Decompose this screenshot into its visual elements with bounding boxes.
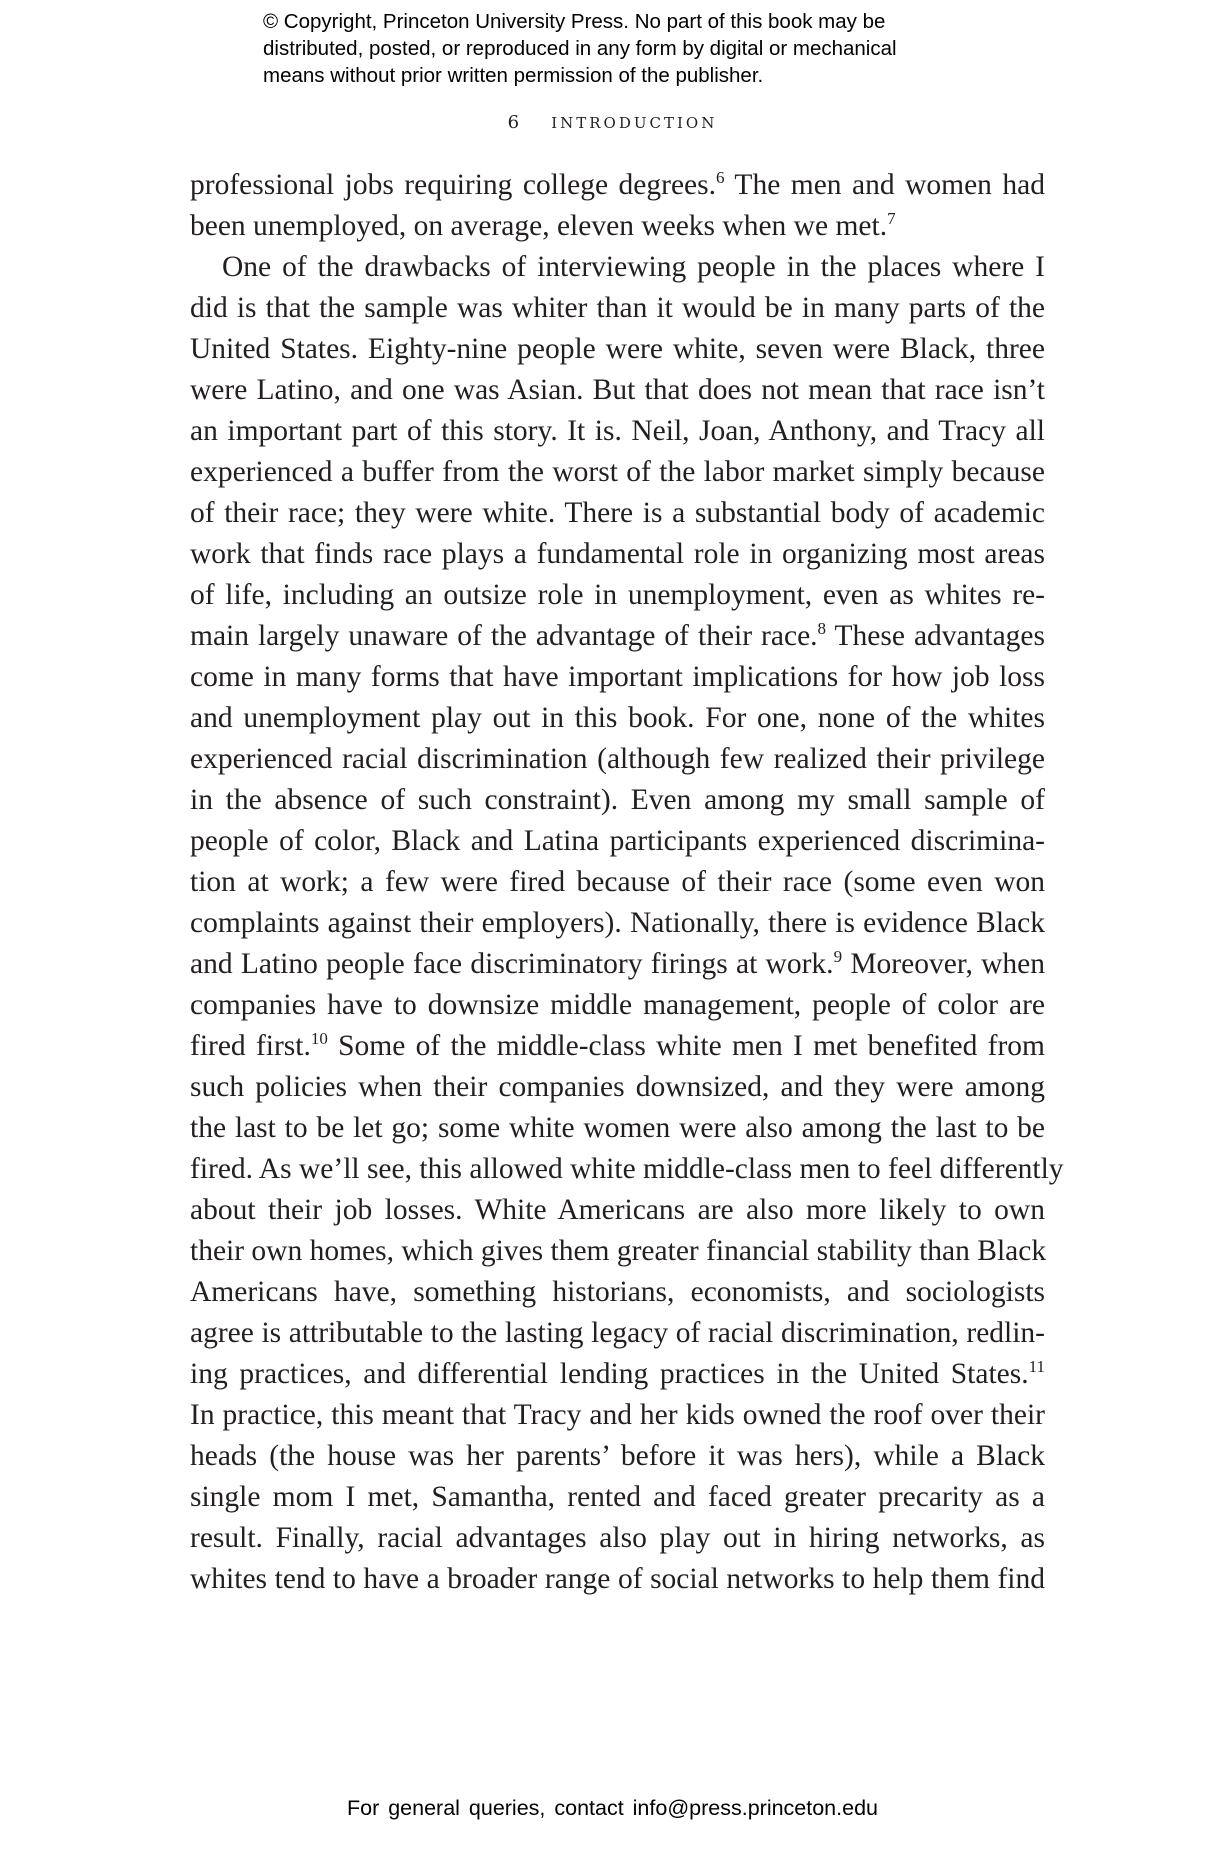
line-text-continued: Moreover, when xyxy=(842,948,1045,980)
line-text: come in many forms that have important implications for how job loss xyxy=(190,661,1045,693)
text-line xyxy=(190,493,1045,534)
text-line xyxy=(190,329,1045,370)
line-text: people of color, Black and Latina participants experienced discrimina- xyxy=(190,825,1045,857)
line-text: their own homes, which gives them greater financial stability than Black xyxy=(190,1235,1047,1267)
line-text-continued: These advantages xyxy=(826,620,1045,652)
text-line xyxy=(190,452,1045,493)
text-line xyxy=(190,698,1045,739)
text-line xyxy=(190,575,1045,616)
line-text: fired first. xyxy=(190,1030,311,1062)
text-line xyxy=(190,780,1045,821)
text-line xyxy=(190,1149,1064,1190)
copyright-line: © Copyright, Princeton University Press. No part of this book may be xyxy=(263,10,886,33)
text-line xyxy=(190,165,1045,206)
text-line xyxy=(190,862,1045,903)
footnote-marker: 8 xyxy=(817,619,827,638)
line-text: and Latino people face discriminatory firings at work. xyxy=(190,948,834,980)
page-number: 6 xyxy=(507,112,520,133)
text-line xyxy=(190,370,1045,411)
line-text: complaints against their employers). Nationally, there is evidence Black xyxy=(190,907,1045,939)
footnote-marker: 10 xyxy=(310,1029,328,1048)
footnote-marker: 7 xyxy=(887,209,896,228)
line-text: experienced racial discrimination (although few realized their privilege xyxy=(190,743,1045,775)
line-text: did is that the sample was whiter than it would be in many parts of the xyxy=(190,292,1045,324)
text-line xyxy=(190,1436,1045,1477)
line-text: such policies when their companies downsized, and they were among xyxy=(190,1071,1045,1103)
line-text: whites tend to have a broader range of social networks to help them find xyxy=(190,1563,1045,1595)
line-text: single mom I met, Samantha, rented and faced greater precarity as a xyxy=(190,1481,1045,1513)
line-text: companies have to downsize middle management, people of color are xyxy=(190,989,1045,1021)
running-head xyxy=(0,112,1225,133)
footnote-marker: 11 xyxy=(1028,1357,1045,1376)
line-text: work that finds race plays a fundamental role in organizing most areas xyxy=(190,538,1045,570)
text-line xyxy=(190,534,1045,575)
text-line xyxy=(190,616,1045,657)
text-line xyxy=(190,944,1045,985)
line-text: ing practices, and differential lending practices in the United States. xyxy=(190,1358,1029,1390)
line-text: professional jobs requiring college degrees. xyxy=(190,169,716,201)
line-text: In practice, this meant that Tracy and her kids owned the roof over their xyxy=(190,1399,1045,1431)
text-line xyxy=(190,1272,1045,1313)
line-text: in the absence of such constraint). Even among my small sample of xyxy=(190,784,1045,816)
text-line xyxy=(190,1518,1045,1559)
copyright-notice xyxy=(263,8,983,89)
text-line xyxy=(190,821,1045,862)
text-line xyxy=(190,1477,1045,1518)
line-text: were Latino, and one was Asian. But that does not mean that race isn’t xyxy=(190,374,1045,406)
line-text: the last to be let go; some white women were also among the last to be xyxy=(190,1112,1045,1144)
line-text: about their job losses. White Americans are also more likely to own xyxy=(190,1194,1045,1226)
body-text xyxy=(190,165,1064,1600)
line-text: experienced a buffer from the worst of the labor market simply because xyxy=(190,456,1045,488)
line-text: agree is attributable to the lasting legacy of racial discrimination, redlin- xyxy=(190,1317,1045,1349)
line-text: fired. As we’ll see, this allowed white middle-class men to feel differently xyxy=(190,1153,1064,1185)
text-line xyxy=(190,1231,1045,1272)
text-line xyxy=(190,247,1045,288)
text-line xyxy=(190,1395,1045,1436)
line-text: One of the drawbacks of interviewing people in the places where I xyxy=(222,251,1045,283)
line-text: main largely unaware of the advantage of their race. xyxy=(190,620,818,652)
footnote-marker: 9 xyxy=(833,947,843,966)
line-text: an important part of this story. It is. Neil, Joan, Anthony, and Tracy all xyxy=(190,415,1045,447)
text-line xyxy=(190,1190,1045,1231)
text-line xyxy=(190,288,1045,329)
chapter-title: INTRODUCTION xyxy=(551,114,718,132)
text-line xyxy=(190,411,1045,452)
text-line xyxy=(190,985,1045,1026)
copyright-line: means without prior written permission of the publisher. xyxy=(263,64,764,87)
line-text: and unemployment play out in this book. For one, none of the whites xyxy=(190,702,1045,734)
line-text-continued: The men and women had xyxy=(724,169,1045,201)
text-line xyxy=(190,1108,1045,1149)
line-text: tion at work; a few were fired because of their race (some even won xyxy=(190,866,1045,898)
text-line xyxy=(190,1559,1045,1600)
text-line xyxy=(190,903,1045,944)
text-line xyxy=(190,1313,1045,1354)
line-text: of life, including an outsize role in unemployment, even as whites re- xyxy=(190,579,1045,611)
line-text: heads (the house was her parents’ before it was hers), while a Black xyxy=(190,1440,1045,1472)
line-text: result. Finally, racial advantages also play out in hiring networks, as xyxy=(190,1522,1045,1554)
line-text-continued: Some of the middle-class white men I met benefited from xyxy=(327,1030,1045,1062)
footer-contact: For general queries, contact info@press.princeton.edu xyxy=(346,1796,878,1820)
line-text: Americans have, something historians, economists, and sociologists xyxy=(190,1276,1045,1308)
line-text: of their race; they were white. There is a substantial body of academic xyxy=(190,497,1045,529)
line-text: been unemployed, on average, eleven weeks when we met. xyxy=(190,210,888,242)
line-text: United States. Eighty-nine people were white, seven were Black, three xyxy=(190,333,1045,365)
text-line xyxy=(190,739,1045,780)
text-line xyxy=(190,657,1045,698)
copyright-line: distributed, posted, or reproduced in any form by digital or mechanical xyxy=(263,37,897,60)
text-line xyxy=(190,1026,1045,1067)
text-line xyxy=(190,206,1045,247)
footnote-marker: 6 xyxy=(716,168,725,187)
text-line xyxy=(190,1354,1045,1395)
text-line xyxy=(190,1067,1045,1108)
